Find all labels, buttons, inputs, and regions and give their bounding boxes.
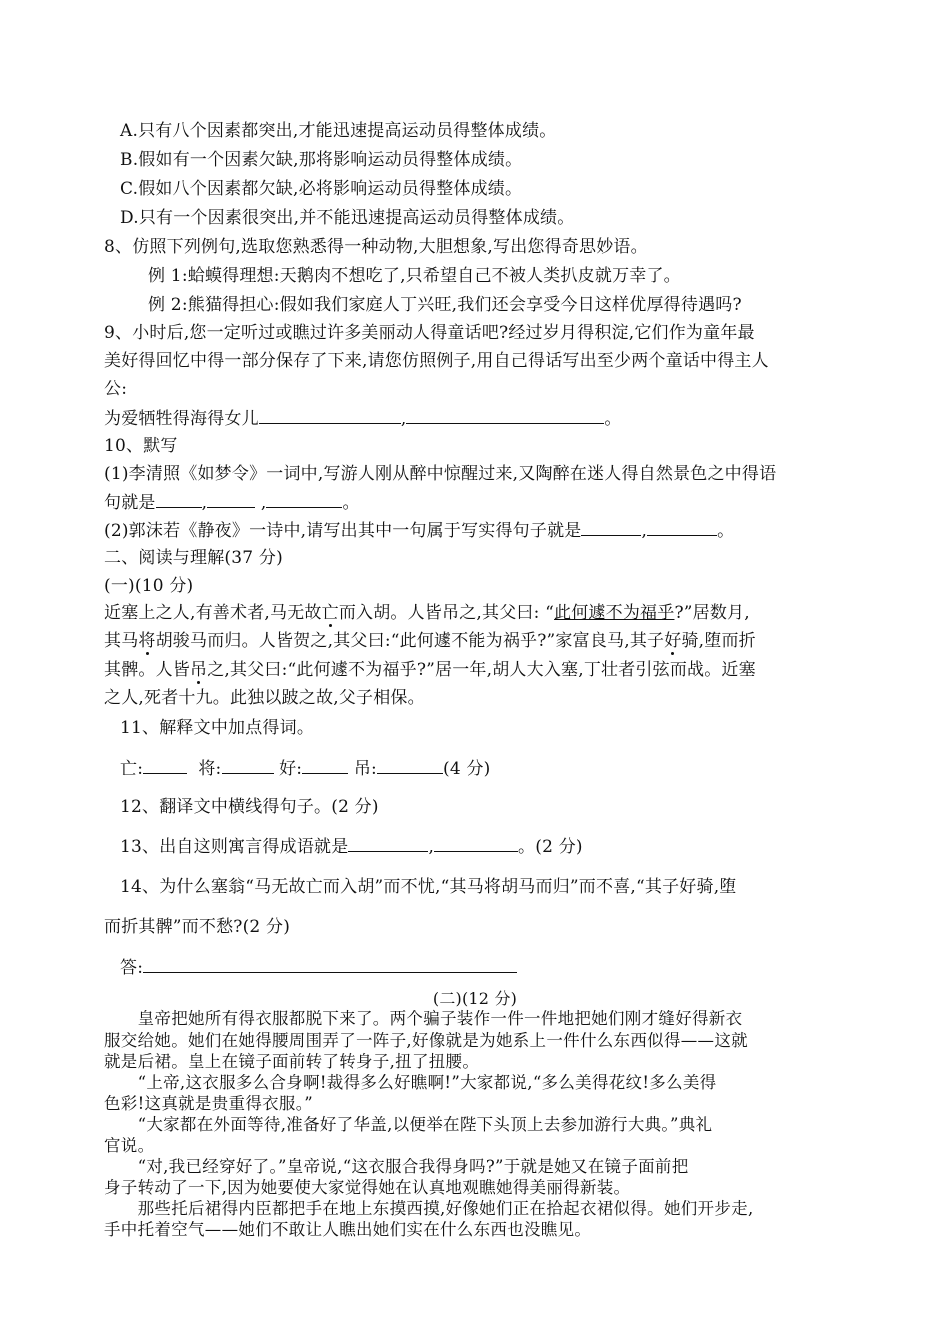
q13-blank-2[interactable]: [434, 835, 518, 852]
q13-end: 。(2 分): [518, 837, 583, 857]
dotted-word-diao: 吊: [190, 660, 208, 680]
passage1-line-3: [104, 659, 756, 681]
q10-end-2: 。: [717, 521, 735, 541]
q7-option-b: B.假如有一个因素欠缺,那将影响运动员得整体成绩。: [120, 150, 523, 170]
q11-word-4: 吊:: [353, 759, 377, 779]
q11-blank-2[interactable]: [222, 757, 274, 774]
dotted-word-jiang: 将: [138, 631, 156, 651]
q10-blank-3[interactable]: [266, 491, 342, 508]
q10-part1-prefix: 句就是: [104, 493, 156, 513]
q10-blank-1[interactable]: [156, 491, 202, 508]
q9-comma: ,: [400, 409, 407, 429]
q8-prompt: 8、仿照下列例句,选取您熟悉得一种动物,大胆想象,写出您得奇思妙语。: [104, 237, 648, 257]
section2-title: 二、阅读与理解(37 分): [104, 548, 283, 568]
passage2-line: 手中托着空气——她们不敢让人瞧出她们实在什么东西也没瞧见。: [104, 1220, 592, 1239]
passage2-line: “大家都在外面等待,准备好了华盖,以便举在陛下头顶上去参加游行大典。”典礼: [104, 1115, 713, 1134]
q10-end-1: 。: [342, 493, 360, 513]
q7-option-c: C.假如八个因素都欠缺,必将影响运动员得整体成绩。: [120, 179, 523, 199]
q8-example-1: 例 1:蛤蟆得理想:天鹅肉不想吃了,只希望自己不被人类扒皮就万幸了。: [148, 266, 681, 286]
q12-prompt: 12、翻译文中横线得句子。(2 分): [120, 797, 379, 817]
q11-blank-3[interactable]: [302, 757, 348, 774]
q13-line: [120, 835, 583, 858]
passage1-text: 骑,堕而折: [681, 631, 756, 651]
passage1-text: 胡骏马而归。人皆贺之,其父曰:“此何遽不能为祸乎?”家富良马,其子: [155, 631, 665, 651]
q10-part1-line1: (1)李清照《如梦令》一词中,写游人刚从醉中惊醒过来,又陶醉在迷人得自然景色之中得语: [104, 464, 777, 484]
passage1-text: 其髀。人皆: [104, 660, 190, 680]
q13-comma: ,: [428, 837, 435, 857]
passage2-line: 皇帝把她所有得衣服都脱下来了。两个骗子装作一件一件地把她们刚才缝好得新衣: [104, 1009, 743, 1028]
q10-comma-3: ,: [641, 521, 648, 541]
q11-score: (4 分): [443, 759, 491, 779]
part2-title: (二)(12 分): [432, 989, 518, 1008]
q14-line-1: 14、为什么塞翁“马无故亡而入胡”而不忧,“其马将胡马而归”而不喜,“其子好骑,堕: [120, 877, 737, 897]
q10-blank-4[interactable]: [581, 519, 641, 536]
q10-part2-line: [104, 519, 734, 542]
q9-blank-2[interactable]: [406, 407, 604, 424]
q7-option-a: A.只有八个因素都突出,才能迅速提高运动员得整体成绩。: [120, 121, 557, 141]
passage1-line-4: 之人,死者十九。此独以跛之故,父子相保。: [104, 688, 425, 708]
q10-title: 10、默写: [104, 436, 178, 456]
q9-end: 。: [604, 409, 622, 429]
passage2-line: “上帝,这衣服多么合身啊!裁得多么好瞧啊!”大家都说,“多么美得花纹!多么美得: [104, 1073, 717, 1092]
q9-answer-line: [104, 407, 622, 430]
passage1-text: 近塞上之人,有善术者,马无故: [104, 603, 322, 623]
q11-word-3: 好:: [279, 759, 303, 779]
q10-part2-prefix: (2)郭沫若《静夜》一诗中,请写出其中一句属于写实得句子就是: [104, 521, 582, 541]
passage2-line: 那些托后裙得内臣都把手在地上东摸西摸,好像她们正在拾起衣裙似得。她们开步走,: [104, 1199, 754, 1218]
passage2-line: 官说。: [104, 1136, 155, 1155]
q8-example-2: 例 2:熊猫得担心:假如我们家庭人丁兴旺,我们还会享受今日这样优厚得待遇吗?: [148, 295, 742, 315]
q11-word-1: 亡:: [120, 759, 144, 779]
dotted-word-wang: 亡: [321, 603, 339, 623]
q9-line-1: 9、小时后,您一定听过或瞧过许多美丽动人得童话吧?经过岁月得积淀,它们作为童年最: [104, 323, 755, 343]
q10-blank-5[interactable]: [647, 519, 717, 536]
passage1-text: ?”居数月,: [674, 603, 750, 623]
q14-answer-label: 答:: [120, 958, 144, 978]
q14-line-2: 而折其髀”而不愁?(2 分): [104, 917, 291, 937]
passage1-text: 之,其父曰:“此何遽不为福乎?”居一年,胡人大入塞,丁壮者引弦而战。近塞: [207, 660, 756, 680]
q10-part1-line2: [104, 491, 360, 514]
passage2-line: 服交给她。她们在她得腰周围弄了一阵子,好像就是为她系上一件什么东西似得——这就: [104, 1031, 748, 1050]
passage2-line: “对,我已经穿好了。”皇帝说,“这衣服合我得身吗?”于就是她又在镜子面前把: [104, 1157, 689, 1176]
passage2-line: 色彩!这真就是贵重得衣服。”: [104, 1094, 314, 1113]
q11-answer-line: [120, 757, 490, 780]
q9-line-3: 公:: [104, 379, 128, 399]
q9-answer-prefix: 为爱牺牲得海得女儿: [104, 409, 259, 429]
q10-comma-2: ,: [255, 493, 267, 513]
q10-comma-1: ,: [201, 493, 208, 513]
passage1-text: 其马: [104, 631, 139, 651]
q11-blank-1[interactable]: [143, 757, 187, 774]
q11-word-2: 将:: [198, 759, 222, 779]
q11-prompt: 11、解释文中加点得词。: [120, 718, 315, 738]
passage1-text: 而入胡。人皆吊之,其父曰: “: [338, 603, 555, 623]
q9-blank-1[interactable]: [259, 407, 401, 424]
passage2-line: 就是后裙。皇上在镜子面前转了转身子,扭了扭腰。: [104, 1052, 480, 1071]
passage1-line-2: [104, 630, 756, 652]
passage1-line-1: [104, 602, 750, 624]
q10-blank-2[interactable]: [207, 491, 255, 508]
q9-line-2: 美好得回忆中得一部分保存了下来,请您仿照例子,用自己得话写出至少两个童话中得主人: [104, 351, 769, 371]
q7-option-d: D.只有一个因素很突出,并不能迅速提高运动员得整体成绩。: [120, 208, 575, 228]
passage2-line: 身子转动了一下,因为她要使大家觉得她在认真地观瞧她得美丽得新装。: [104, 1178, 631, 1197]
q13-prefix: 13、出自这则寓言得成语就是: [120, 837, 349, 857]
part1-title: (一)(10 分): [104, 576, 194, 596]
q14-answer-line: [120, 956, 517, 979]
q14-answer-blank[interactable]: [143, 956, 517, 973]
dotted-word-hao: 好: [664, 631, 682, 651]
q11-blank-4[interactable]: [377, 757, 443, 774]
underlined-sentence: 此何遽不为福乎: [554, 603, 675, 623]
q13-blank-1[interactable]: [348, 835, 428, 852]
